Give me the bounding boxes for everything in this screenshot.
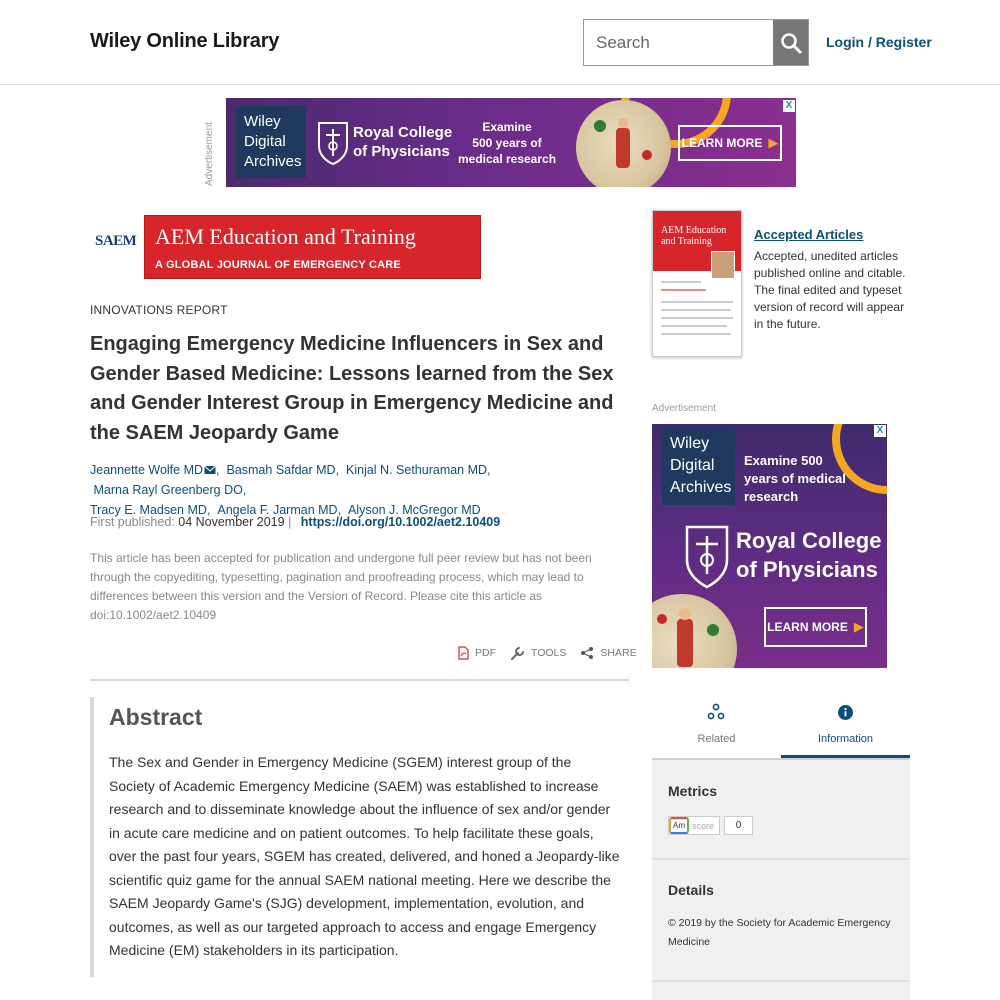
score-label: score bbox=[692, 820, 715, 831]
pdf-icon bbox=[458, 646, 469, 660]
ad-close-icon[interactable]: X bbox=[783, 100, 795, 112]
share-button[interactable] bbox=[580, 644, 636, 662]
article-toolbar bbox=[458, 644, 637, 662]
journal-tagline: A GLOBAL JOURNAL OF EMERGENCY CARE bbox=[155, 259, 401, 271]
medieval-painting-image bbox=[576, 100, 671, 187]
rcp-line-2: of Physicians bbox=[353, 143, 450, 160]
wda-line-3: Archives bbox=[244, 153, 302, 170]
panel-divider bbox=[652, 980, 910, 982]
journal-name: AEM Education and Training bbox=[155, 224, 416, 249]
examine-line-2: 500 years of bbox=[472, 136, 542, 150]
tab-related-label: Related bbox=[697, 733, 736, 745]
author-link[interactable]: Kinjal N. Sethuraman MD, bbox=[346, 463, 491, 477]
pub-separator: | bbox=[288, 515, 292, 529]
examine-line-3: medical research bbox=[457, 152, 557, 166]
section-divider bbox=[90, 679, 629, 681]
royal-college-text: Royal College of Physicians bbox=[736, 528, 882, 582]
first-published-label: First published: bbox=[90, 515, 175, 529]
wiley-digital-archives-box bbox=[236, 106, 306, 178]
accepted-article-note: This article has been accepted for publication and undergone full peer review but has not been through the copyediting, typesetting, pagination and proofreading process, which may lead to differences between this version and the Version of Record. Please cite this article as doi:10.1002/aet2.10409 bbox=[90, 551, 592, 622]
advertisement-label: Advertisement bbox=[204, 122, 215, 186]
accepted-articles-link[interactable]: Accepted Articles bbox=[754, 227, 864, 242]
royal-college-text bbox=[353, 123, 452, 161]
altmetric-badge bbox=[668, 816, 720, 835]
tab-information[interactable] bbox=[781, 697, 910, 758]
author-link[interactable]: Alyson J. McGregor MD bbox=[348, 503, 481, 517]
wrench-icon bbox=[510, 646, 525, 661]
sidebar-tabs bbox=[652, 697, 910, 757]
information-panel bbox=[652, 760, 910, 1000]
altmetric-score[interactable] bbox=[668, 816, 753, 835]
wda-line-2: Digital bbox=[244, 133, 286, 150]
abstract-text: The Sex and Gender in Emergency Medicine (SGEM) interest group of the Society of Academic Emergency Medicine (SAEM) was established to increase research and to disseminate knowledge about the influence of sex and/or gender in acute care medicine and on patient outcomes. To help facilitate these goals, over the past four years, SGEM has created, delivered, and honed a Jeopardy-like scientific quiz game for the annual SAEM national meeting. Here we describe the SAEM Jeopardy Game's (SJG) development, implementation, evolution, and outcomes, as well as our targeted approach to access and engage Emergency Medicine (EM) stakeholders in its participation. bbox=[109, 754, 620, 958]
rcp-crest-icon bbox=[684, 524, 730, 590]
advertisement-label-side: Advertisement bbox=[652, 403, 716, 414]
pdf-button[interactable] bbox=[458, 644, 496, 662]
accepted-articles-description: Accepted, unedited articles published online and citable. The final edited and typeset version of record will appear in the future. bbox=[754, 249, 906, 331]
altmetric-donut-icon: Am bbox=[669, 817, 689, 834]
first-published-date: 04 November 2019 bbox=[178, 515, 285, 529]
journal-banner[interactable] bbox=[90, 215, 481, 279]
author-link[interactable]: Marna Rayl Greenberg DO, bbox=[93, 483, 247, 497]
rcp-line-1: Royal College bbox=[353, 124, 453, 141]
examine-text: Examine 500 years of medical research bbox=[744, 453, 846, 504]
wda-line-1: Wiley bbox=[244, 113, 281, 130]
details-heading: Details bbox=[668, 882, 714, 898]
info-icon bbox=[838, 705, 853, 720]
abstract-section bbox=[90, 697, 629, 977]
saem-logo: SAEM bbox=[95, 233, 137, 249]
search-input[interactable] bbox=[584, 20, 773, 65]
rcp-crest-icon bbox=[316, 120, 350, 166]
site-brand[interactable]: Wiley Online Library bbox=[90, 30, 280, 52]
author-link[interactable]: Tracy E. Madsen MD, bbox=[90, 503, 211, 517]
journal-cover-thumbnail[interactable] bbox=[652, 210, 742, 357]
email-icon[interactable] bbox=[204, 465, 216, 475]
author-link[interactable]: Jeannette Wolfe MD , bbox=[90, 463, 220, 477]
wiley-digital-archives-box: Wiley Digital Archives bbox=[662, 427, 735, 505]
search-button[interactable] bbox=[773, 20, 808, 65]
medieval-painting-image bbox=[652, 594, 737, 668]
share-label: SHARE bbox=[600, 647, 637, 659]
share-icon bbox=[580, 646, 594, 660]
panel-divider bbox=[652, 858, 910, 860]
article-type: INNOVATIONS REPORT bbox=[90, 303, 228, 317]
examine-text bbox=[456, 119, 558, 167]
abstract-heading: Abstract bbox=[109, 704, 203, 730]
play-triangle-icon: ▶ bbox=[853, 619, 864, 634]
tools-button[interactable] bbox=[510, 644, 566, 662]
metrics-heading: Metrics bbox=[668, 783, 718, 799]
top-advertisement-banner[interactable] bbox=[226, 98, 796, 187]
search-icon bbox=[780, 32, 802, 54]
top-header bbox=[0, 0, 1000, 85]
side-advertisement[interactable] bbox=[652, 424, 887, 668]
learn-more-button[interactable] bbox=[678, 125, 782, 161]
doi-link[interactable]: https://doi.org/10.1002/aet2.10409 bbox=[300, 515, 501, 529]
journal-title-block bbox=[144, 215, 481, 279]
tab-related[interactable] bbox=[652, 697, 781, 757]
tab-information-label: Information bbox=[817, 733, 874, 745]
cover-title: AEM Education and Training bbox=[661, 225, 727, 247]
learn-more-label: LEARN MORE bbox=[681, 136, 763, 150]
examine-line-1: Examine bbox=[482, 120, 532, 134]
search-box bbox=[583, 19, 809, 66]
pdf-label: PDF bbox=[475, 647, 496, 659]
author-link[interactable]: Basmah Safdar MD, bbox=[226, 463, 340, 477]
author-list bbox=[90, 460, 630, 520]
login-register-link[interactable]: Login / Register bbox=[826, 34, 932, 50]
related-network-icon bbox=[707, 703, 725, 721]
cover-photo bbox=[711, 251, 735, 279]
learn-more-button[interactable] bbox=[764, 607, 867, 647]
tools-label: TOOLS bbox=[531, 647, 567, 659]
score-value: 0 bbox=[724, 816, 753, 835]
publication-line bbox=[90, 515, 500, 529]
details-copyright: © 2019 by the Society for Academic Emergency Medicine bbox=[668, 917, 891, 948]
ad-close-icon[interactable]: X bbox=[874, 425, 886, 437]
play-triangle-icon: ▶ bbox=[768, 135, 779, 150]
article-title: Engaging Emergency Medicine Influencers in Sex and Gender Based Medicine: Lessons learned from the Sex and Gender Interest Group in Emergency Medicine and the SAEM Jeopardy Game bbox=[90, 333, 614, 444]
learn-more-label: LEARN MORE bbox=[767, 620, 848, 634]
author-link[interactable]: Angela F. Jarman MD, bbox=[217, 503, 342, 517]
